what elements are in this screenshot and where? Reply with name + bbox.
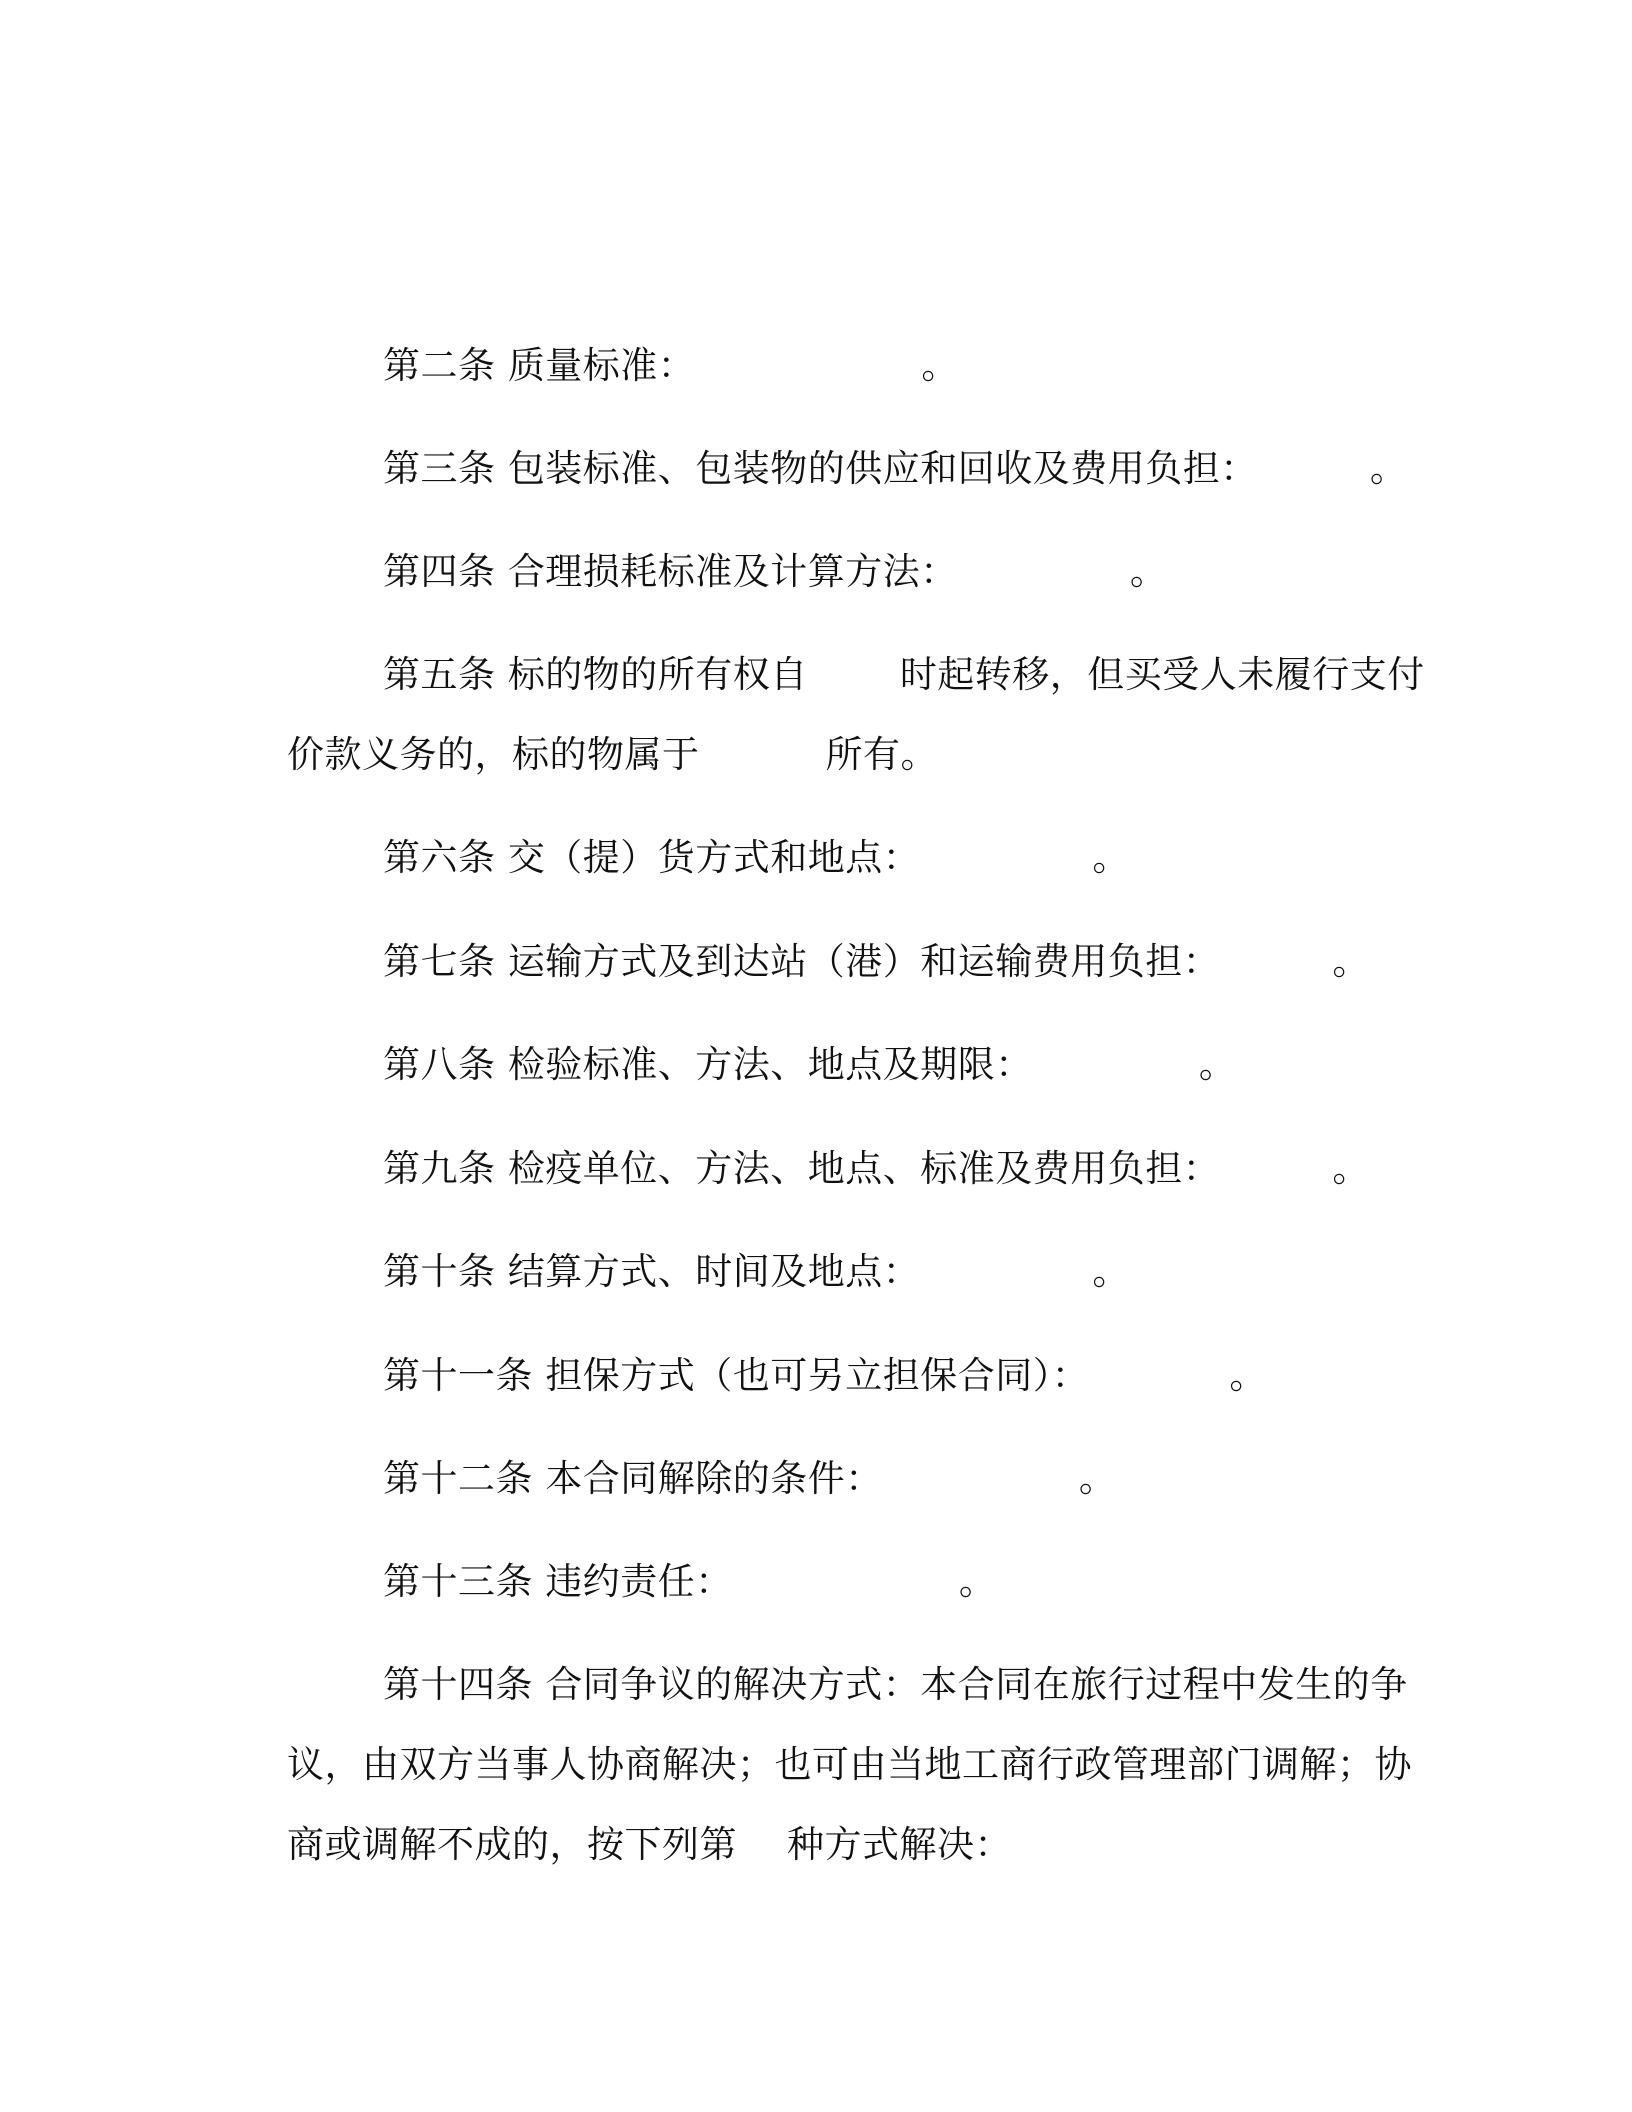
article-heading: 第十条 (383, 1250, 496, 1293)
article-text: 时起转移，但买受人未履行支付 (899, 653, 1425, 696)
article-heading: 第九条 (383, 1147, 496, 1190)
article-heading: 第十三条 (383, 1560, 534, 1603)
article-text: 检验标准、方法、地点及期限： (507, 1043, 1033, 1086)
article-heading: 第五条 (383, 653, 496, 696)
article-text: 包装标准、包装物的供应和回收及费用负担： (507, 447, 1258, 490)
period: 。 (921, 344, 959, 387)
article-heading: 第十二条 (383, 1457, 534, 1500)
article-text: 运输方式及到达站（港）和运输费用负担： (507, 940, 1221, 983)
article-text: 违约责任： (545, 1560, 733, 1603)
article-heading: 第三条 (383, 447, 496, 490)
article-text: 合理损耗标准及计算方法： (507, 550, 958, 593)
article-heading: 第二条 (383, 344, 496, 387)
period: 。 (958, 1560, 997, 1603)
article-heading: 第七条 (383, 940, 496, 983)
article-text: 商或调解不成的，按下列第 (287, 1823, 738, 1866)
article-text: 质量标准： (507, 344, 696, 387)
article-text: 价款义务的，标的物属于 (287, 733, 700, 776)
article-heading: 第十一条 (383, 1354, 534, 1397)
period: 。 (1332, 1147, 1370, 1190)
article-heading: 第四条 (383, 550, 496, 593)
period: 。 (1332, 940, 1370, 983)
period: 。 (1092, 1250, 1130, 1293)
period: 。 (1078, 1457, 1117, 1500)
article-text: 议，由双方当事人协商解决；也可由当地工商行政管理部门调解；协 (287, 1743, 1413, 1786)
period: 。 (1229, 1354, 1267, 1397)
period: 。 (1092, 836, 1130, 879)
article-text: 交（提）货方式和地点： (507, 836, 921, 879)
article-heading: 第十四条 (383, 1663, 534, 1706)
article-text: 标的物的所有权自 (507, 653, 808, 696)
period: 。 (1198, 1043, 1237, 1086)
article-text: 所有。 (825, 733, 939, 776)
article-heading: 第六条 (383, 836, 496, 879)
article-text: 检疫单位、方法、地点、标准及费用负担： (507, 1147, 1221, 1190)
article-text: 本合同解除的条件： (545, 1457, 883, 1500)
period: 。 (1369, 447, 1408, 490)
article-text: 种方式解决： (787, 1823, 1013, 1866)
article-text: 合同争议的解决方式：本合同在旅行过程中发生的争 (545, 1663, 1408, 1706)
period: 。 (1129, 550, 1168, 593)
article-text: 担保方式（也可另立担保合同）： (545, 1354, 1090, 1397)
article-text: 结算方式、时间及地点： (507, 1250, 921, 1293)
article-heading: 第八条 (383, 1043, 496, 1086)
article-14-line-3 (238, 1776, 1012, 1914)
